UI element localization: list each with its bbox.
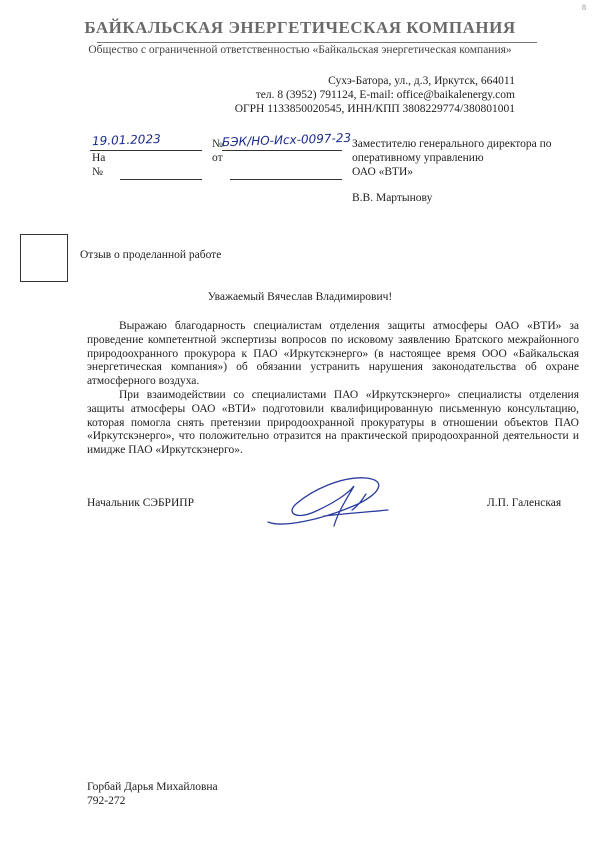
incoming-date-line bbox=[230, 179, 342, 180]
company-legal-name: Общество с ограниченной ответственностью «Байкальская энергетическая компания» bbox=[88, 44, 512, 56]
recipient-block bbox=[352, 137, 582, 179]
handwritten-number: БЭК/НО-Исх-0097-23 bbox=[221, 130, 352, 150]
executor-name: Горбай Дарья Михайловна bbox=[87, 781, 218, 793]
letterhead-divider bbox=[97, 42, 537, 43]
contact-block bbox=[205, 74, 515, 116]
company-name: БАЙКАЛЬСКАЯ ЭНЕРГЕТИЧЕСКАЯ КОМПАНИЯ bbox=[84, 18, 516, 37]
stamp-box bbox=[20, 234, 68, 282]
company-registration: ОГРН 1133850020545, ИНН/КПП 3808229774/380801001 bbox=[234, 103, 515, 115]
handwritten-date: 19.01.2023 bbox=[91, 131, 161, 149]
outgoing-number-label: № bbox=[212, 138, 223, 150]
number-label: № bbox=[92, 166, 103, 178]
signer-role: Начальник СЭБРИПР bbox=[87, 497, 194, 509]
na-label: На bbox=[92, 152, 106, 164]
incoming-number-line bbox=[120, 179, 202, 180]
greeting: Уважаемый Вячеслав Владимирович! bbox=[207, 291, 393, 303]
company-phone-email: тел. 8 (3952) 791124, E-mail: office@baikalenergy.com bbox=[255, 89, 515, 101]
company-address: Сухэ-Батора, ул., д.3, Иркутск, 664011 bbox=[328, 75, 515, 87]
recipient-organization: ОАО «ВТИ» bbox=[352, 166, 413, 178]
body-paragraph-1: Выражаю благодарность специалистам отделения защиты атмосферы ОАО «ВТИ» за проведение компетентной экспертизы вопросов по исковому заявлению Братского межрайонного природоохранного прокурора к ПАО «Иркутскэнерго» (в настоящее время ООО «Байкальская энергетическая компания») об обязании устранить нарушения законодательства об охране атмосферного воздуха. bbox=[87, 320, 579, 388]
executor-phone: 792-272 bbox=[87, 795, 126, 807]
date-underline bbox=[90, 150, 202, 151]
executor-block bbox=[87, 780, 218, 808]
handwritten-signature bbox=[262, 470, 392, 536]
signer-name: Л.П. Галенская bbox=[487, 497, 562, 509]
letter-body bbox=[87, 320, 579, 458]
body-paragraph-2: При взаимодействии со специалистами ПАО «Иркутскэнерго» специалисты отделения защиты атмосферы ОАО «ВТИ» подготовили квалифицированную письменную консультацию, которая помогла снять претензии природоохранной прокуратуры в отношении объектов ПАО «Иркутскэнерго», что положительно отразится на практической природоохранной деятельности и имидже ПАО «Иркутскэнерго». bbox=[87, 388, 579, 457]
from-label: от bbox=[212, 152, 223, 164]
recipient-position: Заместителю генерального директора по оперативному управлению bbox=[352, 138, 552, 164]
recipient-name: В.В. Мартынову bbox=[352, 192, 433, 204]
corner-mark: 8 bbox=[582, 3, 586, 12]
letter-subject: Отзыв о проделанной работе bbox=[80, 249, 222, 261]
number-underline bbox=[222, 150, 342, 151]
